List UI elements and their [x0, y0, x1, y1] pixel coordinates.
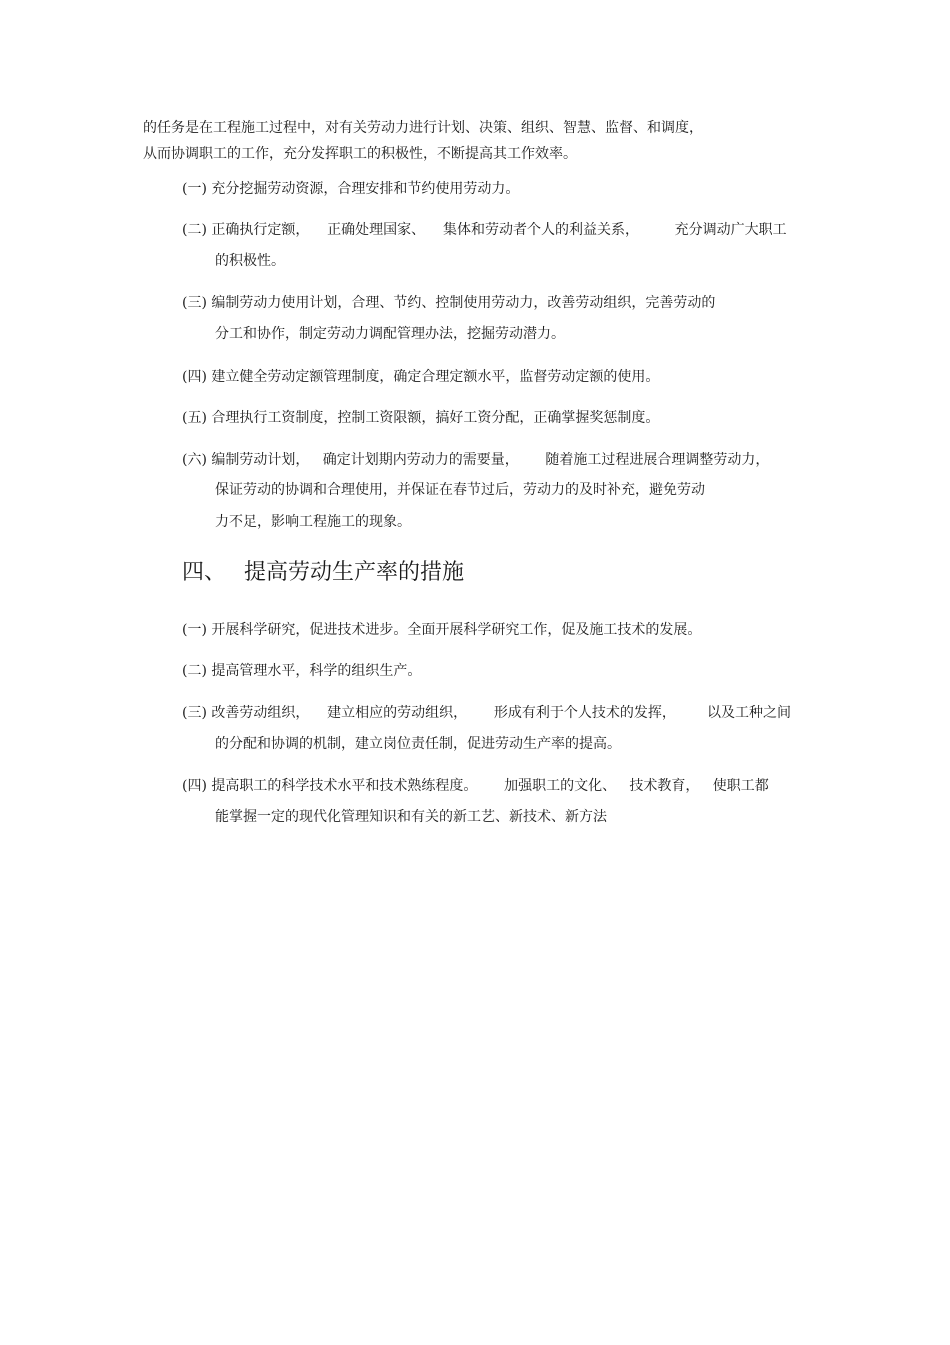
intro-line-2: 从而协调职工的工作，充分发挥职工的积极性，不断提高其工作效率。	[143, 146, 577, 162]
item-6-line-1: (六) 编制劳动计划， 确定计划期内劳动力的需要量， 随着施工过程进展合理调整劳动力，	[182, 452, 770, 468]
item-2-line-2: 的积极性。	[215, 253, 285, 269]
item-3-line-1: (三) 编制劳动力使用计划，合理、节约、控制使用劳动力，改善劳动组织，完善劳动的	[182, 295, 716, 311]
s4-item-3-line-2: 的分配和协调的机制，建立岗位责任制，促进劳动生产率的提高。	[215, 736, 621, 752]
s4-item-4-line-1: (四) 提高职工的科学技术水平和技术熟练程度。 加强职工的文化、 技术教育， 使职工都	[182, 778, 769, 794]
item-1-line-1: (一) 充分挖掘劳动资源，合理安排和节约使用劳动力。	[182, 181, 520, 197]
s4-item-1-line-1: (一) 开展科学研究，促进技术进步。全面开展科学研究工作，促及施工技术的发展。	[182, 622, 702, 638]
item-4-line-1: (四) 建立健全劳动定额管理制度，确定合理定额水平，监督劳动定额的使用。	[182, 369, 660, 385]
item-2-line-1: (二) 正确执行定额， 正确处理国家、 集体和劳动者个人的利益关系， 充分调动广大职工	[182, 222, 787, 238]
item-6-line-3: 力不足，影响工程施工的现象。	[215, 514, 411, 530]
s4-item-3-line-1: (三) 改善劳动组织， 建立相应的劳动组织， 形成有利于个人技术的发挥， 以及工种之间	[182, 705, 792, 721]
intro-line-1: 的任务是在工程施工过程中，对有关劳动力进行计划、决策、组织、智慧、监督、和调度，	[143, 120, 703, 136]
section-4-number: 四、	[182, 560, 227, 585]
item-5-line-1: (五) 合理执行工资制度，控制工资限额，搞好工资分配，正确掌握奖惩制度。	[182, 410, 660, 426]
item-6-line-2: 保证劳动的协调和合理使用，并保证在春节过后，劳动力的及时补充，避免劳动	[215, 482, 705, 498]
section-4-title: 提高劳动生产率的措施	[244, 560, 465, 585]
s4-item-2-line-1: (二) 提高管理水平，科学的组织生产。	[182, 663, 422, 679]
s4-item-4-line-2: 能掌握一定的现代化管理知识和有关的新工艺、新技术、新方法	[215, 809, 607, 825]
item-3-line-2: 分工和协作，制定劳动力调配管理办法，挖掘劳动潜力。	[215, 326, 565, 342]
